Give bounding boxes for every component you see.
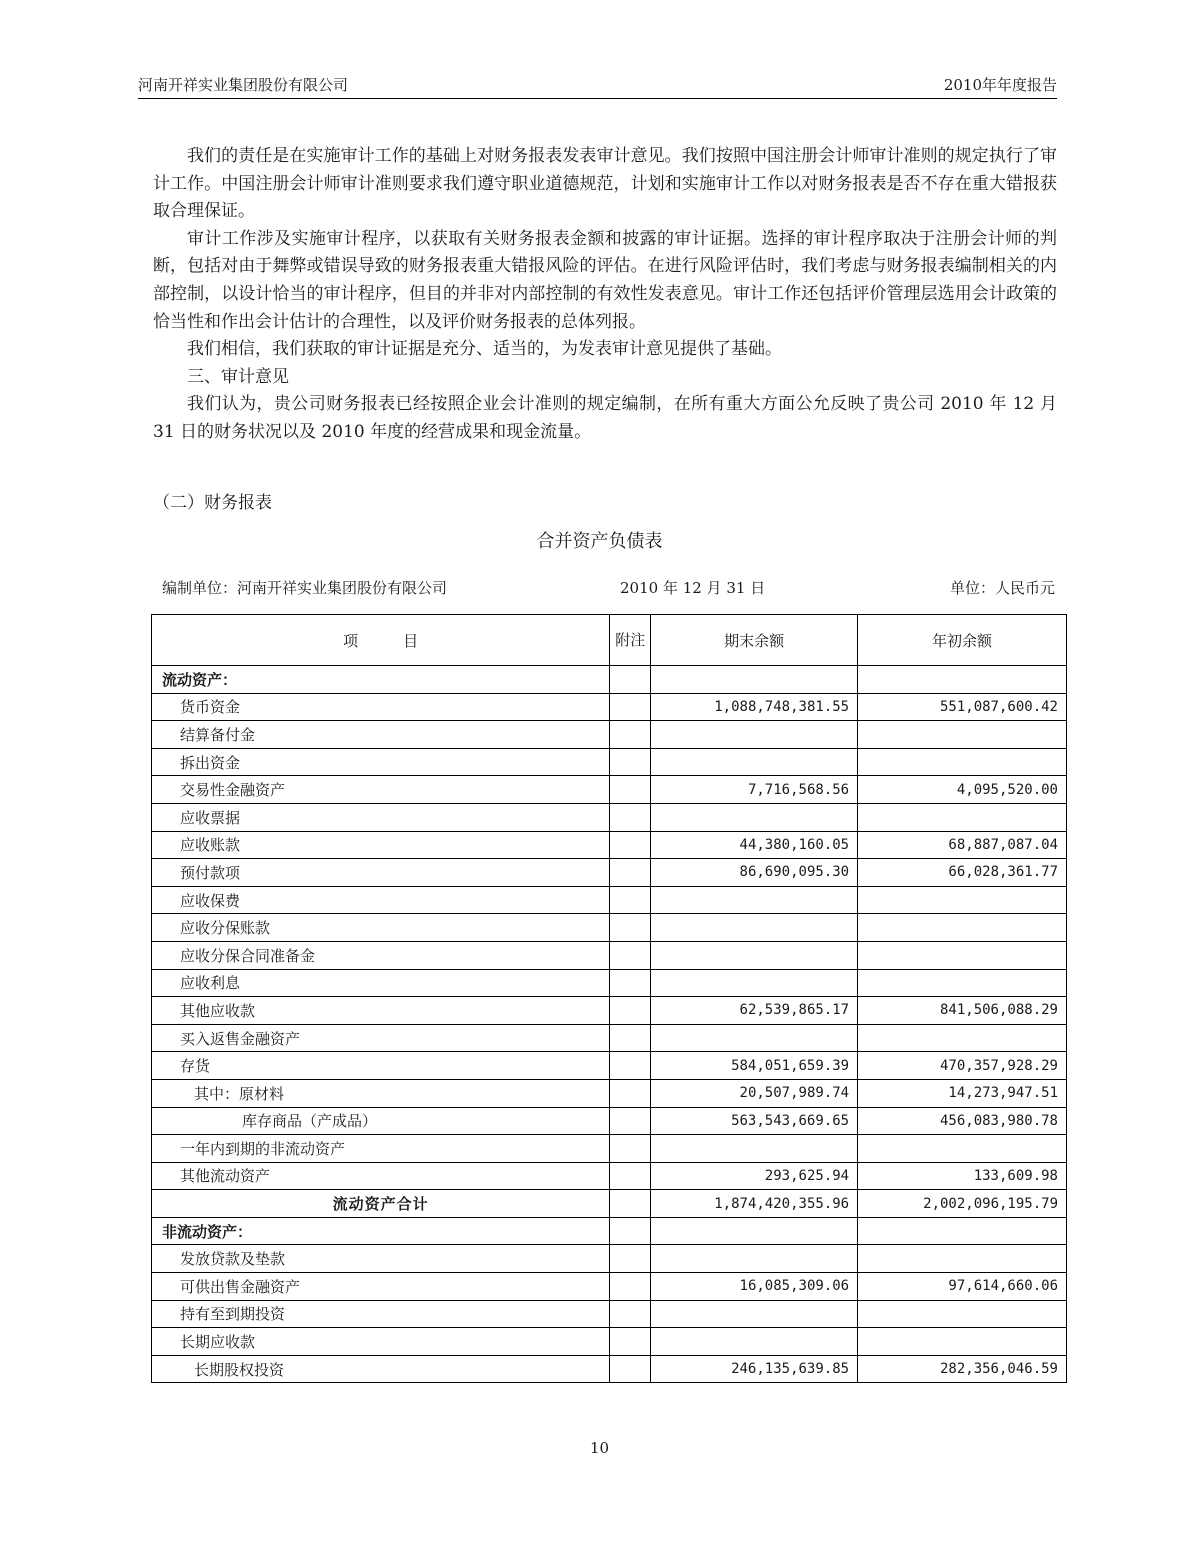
column-header-item: 项 目 (152, 615, 610, 666)
row-label: 应收分保账款 (152, 914, 610, 942)
row-note (610, 1300, 651, 1328)
paragraph: 我们的责任是在实施审计工作的基础上对财务报表发表审计意见。我们按照中国注册会计师审计准则的规定执行了审计工作。中国注册会计师审计准则要求我们遵守职业道德规范，计划和实施审计工作以对财务报表是否不存在重大错报获取合理保证。 (153, 146, 1057, 222)
row-begin-balance (858, 969, 1067, 997)
row-end-balance: 1,088,748,381.55 (651, 693, 858, 721)
row-begin-balance (858, 748, 1067, 776)
row-end-balance: 584,051,659.39 (651, 1052, 858, 1080)
row-begin-balance: 841,506,088.29 (858, 997, 1067, 1025)
row-begin-balance: 14,273,947.51 (858, 1079, 1067, 1107)
row-end-balance: 7,716,568.56 (651, 776, 858, 804)
row-label: 买入返售金融资产 (152, 1024, 610, 1052)
header-report-title: 2010年年度报告 (943, 76, 1057, 94)
row-end-balance (651, 1135, 858, 1163)
preparer-unit: 编制单位：河南开祥实业集团股份有限公司 (162, 579, 448, 597)
table-row (152, 666, 1067, 694)
row-note (610, 831, 651, 859)
row-note (610, 1245, 651, 1273)
table-row (152, 1024, 1067, 1052)
row-end-balance: 563,543,669.65 (651, 1107, 858, 1135)
table-row (152, 1300, 1067, 1328)
column-header-begin-balance: 年初余额 (858, 615, 1067, 666)
row-note (610, 776, 651, 804)
row-label: 长期应收款 (152, 1328, 610, 1356)
table-row (152, 693, 1067, 721)
row-begin-balance: 4,095,520.00 (858, 776, 1067, 804)
row-note (610, 748, 651, 776)
row-note (610, 803, 651, 831)
row-end-balance: 1,874,420,355.96 (651, 1190, 858, 1218)
row-note (610, 886, 651, 914)
table-row (152, 941, 1067, 969)
row-begin-balance: 282,356,046.59 (858, 1355, 1067, 1383)
row-note (610, 1162, 651, 1190)
table-row (152, 776, 1067, 804)
section-title-audit-opinion: 三、审计意见 (187, 366, 289, 387)
table-row (152, 997, 1067, 1025)
audit-text (153, 143, 1057, 447)
row-label: 持有至到期投资 (152, 1300, 610, 1328)
row-note (610, 1328, 651, 1356)
row-end-balance (651, 886, 858, 914)
row-begin-balance (858, 1328, 1067, 1356)
row-begin-balance (858, 803, 1067, 831)
row-begin-balance (858, 666, 1067, 694)
row-label: 长期股权投资 (152, 1355, 610, 1383)
row-note (610, 693, 651, 721)
column-header-end-balance: 期末余额 (651, 615, 858, 666)
row-note (610, 859, 651, 887)
page-number: 10 (589, 1439, 610, 1457)
table-row (152, 1135, 1067, 1163)
row-note (610, 997, 651, 1025)
financial-statements-heading: （二）财务报表 (153, 493, 272, 513)
row-note (610, 1024, 651, 1052)
row-note (610, 666, 651, 694)
row-end-balance: 293,625.94 (651, 1162, 858, 1190)
row-begin-balance: 97,614,660.06 (858, 1273, 1067, 1301)
table-row (152, 1162, 1067, 1190)
row-end-balance (651, 666, 858, 694)
row-begin-balance: 456,083,980.78 (858, 1107, 1067, 1135)
row-end-balance (651, 748, 858, 776)
table-row (152, 748, 1067, 776)
row-note (610, 1107, 651, 1135)
row-label: 存货 (152, 1052, 610, 1080)
row-begin-balance (858, 721, 1067, 749)
row-label: 发放贷款及垫款 (152, 1245, 610, 1273)
table-row (152, 1245, 1067, 1273)
row-begin-balance: 66,028,361.77 (858, 859, 1067, 887)
row-label: 结算备付金 (152, 721, 610, 749)
row-note (610, 1135, 651, 1163)
row-end-balance (651, 914, 858, 942)
row-end-balance (651, 803, 858, 831)
row-begin-balance: 2,002,096,195.79 (858, 1190, 1067, 1218)
paragraph: 我们相信，我们获取的审计证据是充分、适当的，为发表审计意见提供了基础。 (187, 339, 782, 360)
table-body (152, 666, 1067, 1383)
table-row (152, 859, 1067, 887)
row-note (610, 1273, 651, 1301)
table-row (152, 1355, 1067, 1383)
table-row (152, 969, 1067, 997)
table-title: 合并资产负债表 (536, 531, 663, 552)
header-company: 河南开祥实业集团股份有限公司 (138, 76, 349, 94)
paragraph: 我们认为，贵公司财务报表已经按照企业会计准则的规定编制，在所有重大方面公允反映了贵公司 2010 年 12 月 31 日的财务状况以及 2010 年度的经营成果和现金流量。 (153, 394, 1057, 442)
row-begin-balance (858, 1217, 1067, 1245)
row-end-balance (651, 941, 858, 969)
row-begin-balance (858, 886, 1067, 914)
row-begin-balance (858, 1024, 1067, 1052)
row-end-balance: 86,690,095.30 (651, 859, 858, 887)
row-note (610, 969, 651, 997)
row-label: 其他应收款 (152, 997, 610, 1025)
row-label: 应收分保合同准备金 (152, 941, 610, 969)
table-row (152, 1107, 1067, 1135)
table-header-row (152, 615, 1067, 666)
row-label: 货币资金 (152, 693, 610, 721)
row-note (610, 1052, 651, 1080)
row-end-balance (651, 1217, 858, 1245)
row-end-balance: 246,135,639.85 (651, 1355, 858, 1383)
paragraph: 审计工作涉及实施审计程序，以获取有关财务报表金额和披露的审计证据。选择的审计程序取决于注册会计师的判断，包括对由于舞弊或错误导致的财务报表重大错报风险的评估。在进行风险评估时，我们考虑与财务报表编制相关的内部控制，以设计恰当的审计程序，但目的并非对内部控制的有效性发表意见。审计工作还包括评价管理层选用会计政策的恰当性和作出会计估计的合理性，以及评价财务报表的总体列报。 (153, 228, 1057, 332)
row-end-balance (651, 969, 858, 997)
row-note (610, 914, 651, 942)
row-end-balance: 20,507,989.74 (651, 1079, 858, 1107)
row-label: 流动资产合计 (152, 1190, 610, 1218)
row-note (610, 1079, 651, 1107)
table-row (152, 803, 1067, 831)
row-label: 应收保费 (152, 886, 610, 914)
row-label: 应收利息 (152, 969, 610, 997)
row-end-balance (651, 1024, 858, 1052)
row-end-balance (651, 1300, 858, 1328)
currency-unit: 单位：人民币元 (949, 579, 1055, 597)
row-note (610, 1355, 651, 1383)
row-label: 一年内到期的非流动资产 (152, 1135, 610, 1163)
column-header-note: 附注 (610, 615, 651, 666)
row-end-balance: 62,539,865.17 (651, 997, 858, 1025)
row-end-balance (651, 1245, 858, 1273)
row-label: 拆出资金 (152, 748, 610, 776)
row-begin-balance (858, 941, 1067, 969)
row-end-balance: 16,085,309.06 (651, 1273, 858, 1301)
row-label: 非流动资产： (152, 1217, 610, 1245)
row-note (610, 941, 651, 969)
table-row (152, 1079, 1067, 1107)
report-date: 2010 年 12 月 31 日 (620, 579, 766, 597)
table-row (152, 1052, 1067, 1080)
row-begin-balance (858, 1300, 1067, 1328)
row-begin-balance: 68,887,087.04 (858, 831, 1067, 859)
table-row (152, 721, 1067, 749)
row-label: 应收票据 (152, 803, 610, 831)
table-row (152, 886, 1067, 914)
table-row (152, 1217, 1067, 1245)
row-begin-balance: 551,087,600.42 (858, 693, 1067, 721)
balance-sheet-table (151, 614, 1067, 1383)
row-label: 其他流动资产 (152, 1162, 610, 1190)
row-end-balance: 44,380,160.05 (651, 831, 858, 859)
table-row (152, 914, 1067, 942)
row-note (610, 1217, 651, 1245)
table-row (152, 831, 1067, 859)
row-end-balance (651, 1328, 858, 1356)
row-label: 预付款项 (152, 859, 610, 887)
row-label: 其中：原材料 (152, 1079, 610, 1107)
table-row (152, 1328, 1067, 1356)
row-begin-balance (858, 1135, 1067, 1163)
row-label: 流动资产： (152, 666, 610, 694)
row-note (610, 1190, 651, 1218)
row-note (610, 721, 651, 749)
row-label: 应收账款 (152, 831, 610, 859)
row-label: 可供出售金融资产 (152, 1273, 610, 1301)
row-begin-balance (858, 1245, 1067, 1273)
row-end-balance (651, 721, 858, 749)
row-begin-balance (858, 914, 1067, 942)
page-header (138, 70, 1057, 99)
row-begin-balance: 133,609.98 (858, 1162, 1067, 1190)
table-row (152, 1190, 1067, 1218)
row-label: 交易性金融资产 (152, 776, 610, 804)
row-label: 库存商品（产成品） (152, 1107, 610, 1135)
table-row (152, 1273, 1067, 1301)
row-begin-balance: 470,357,928.29 (858, 1052, 1067, 1080)
